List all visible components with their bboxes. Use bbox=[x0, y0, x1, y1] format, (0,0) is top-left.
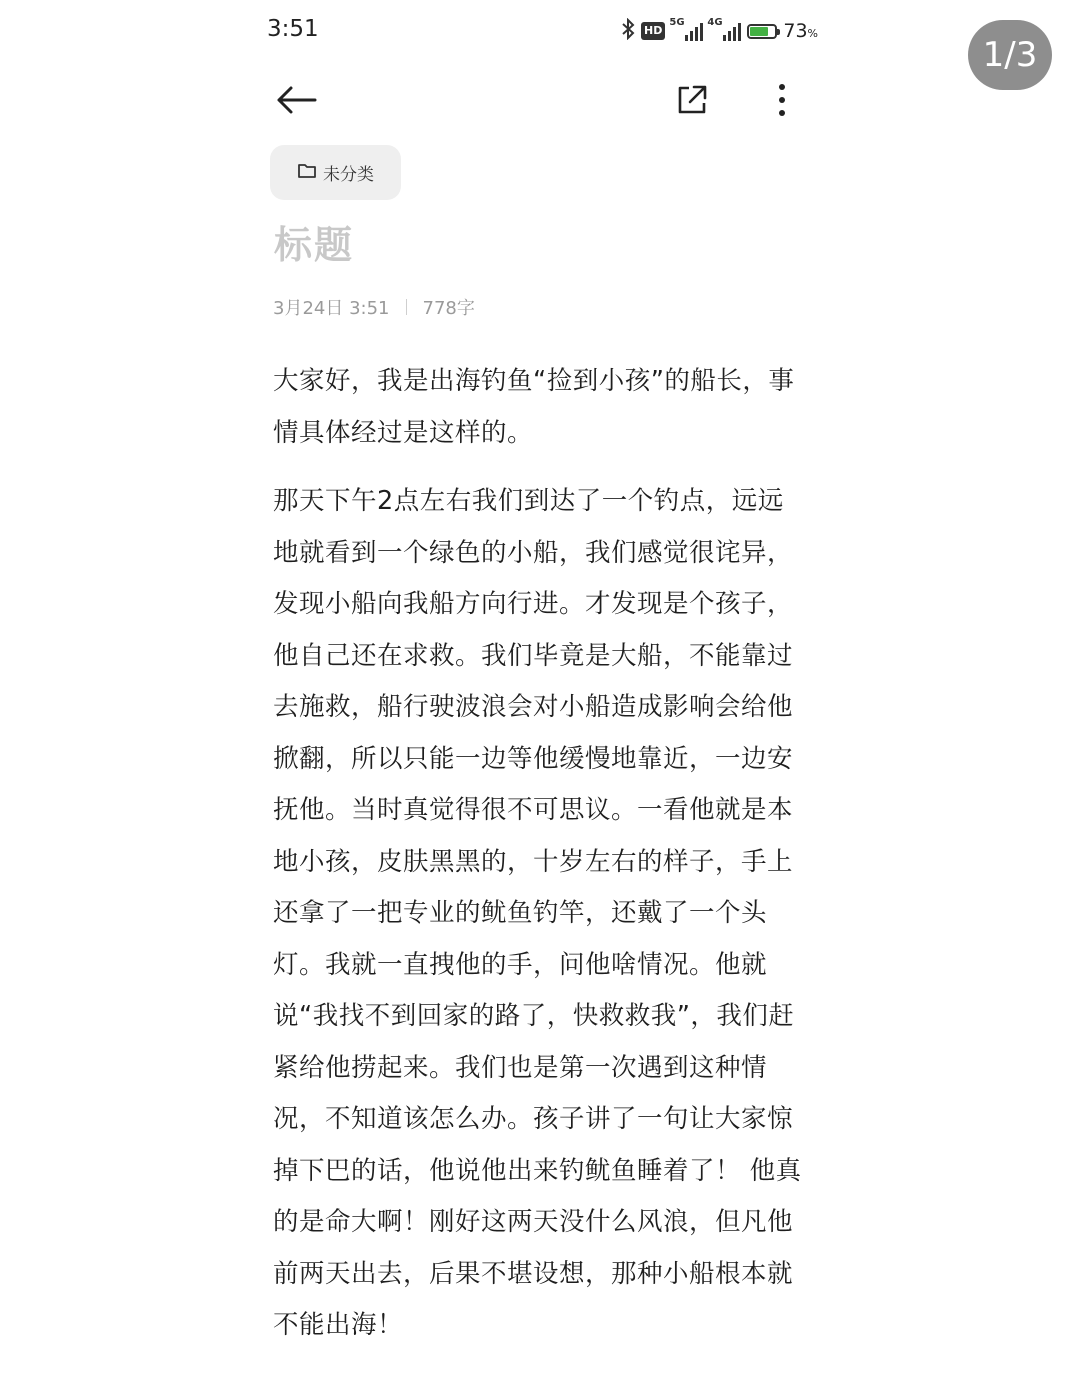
page-indicator: 1/3 bbox=[968, 20, 1052, 90]
note-meta bbox=[273, 294, 475, 320]
status-time: 3:51 bbox=[267, 16, 319, 42]
battery-percent: 73% bbox=[783, 20, 818, 42]
share-external-icon bbox=[675, 83, 709, 121]
note-body[interactable] bbox=[273, 356, 809, 1369]
network-4g-label: 4G bbox=[707, 17, 723, 28]
note-paragraph: 那天下午2点左右我们到达了一个钓点，远远地就看到一个绿色的小船，我们感觉很诧异，发现小船向我船方向行进。才发现是个孩子，他自己还在求救。我们毕竟是大船，不能靠过去施救，船行驶波浪会对小船造成影响会给他掀翻，所以只能一边等他缓慢地靠近，一边安抚他。当时真觉得很不可思议。一看他就是本地小孩，皮肤黑黑的，十岁左右的样子，手上还拿了一把专业的鱿鱼钓竿，还戴了一个头灯。我就一直拽他的手，问他啥情况。他就说“我找不到回家的路了，快救救我”，我们赶紧给他捞起来。我们也是第一次遇到这种情况，不知道该怎么办。孩子讲了一句让大家惊掉下巴的话，他说他出来钓鱿鱼睡着了！ 他真的是命大啊！刚好这两天没什么风浪，但凡他前两天出去，后果不堪设想，那种小船根本就不能出海！ bbox=[273, 486, 802, 1340]
meta-divider bbox=[406, 299, 407, 315]
note-date: 3月24日 3:51 bbox=[273, 298, 390, 319]
status-bar bbox=[252, 0, 828, 64]
note-toolbar bbox=[252, 70, 828, 132]
signal-4g-icon bbox=[707, 17, 741, 41]
back-button[interactable] bbox=[274, 80, 318, 124]
arrow-left-icon bbox=[275, 84, 317, 120]
note-paragraph: 大家好，我是出海钓鱼“捡到小孩”的船长，事情具体经过是这样的。 bbox=[273, 366, 795, 448]
folder-icon bbox=[297, 162, 317, 183]
hd-badge: HD bbox=[641, 22, 665, 40]
word-count: 778字 bbox=[422, 298, 475, 319]
battery-icon bbox=[747, 24, 777, 39]
more-button[interactable] bbox=[760, 80, 804, 124]
bluetooth-icon bbox=[621, 18, 635, 44]
category-chip[interactable] bbox=[270, 145, 401, 200]
more-vertical-icon bbox=[777, 83, 787, 121]
category-label: 未分类 bbox=[323, 165, 374, 185]
phone-screen bbox=[252, 0, 828, 1396]
share-button[interactable] bbox=[670, 80, 714, 124]
note-title-input[interactable]: 标题 bbox=[274, 223, 355, 267]
network-5g-label: 5G bbox=[669, 17, 685, 28]
status-icons bbox=[621, 18, 818, 44]
signal-5g-icon bbox=[669, 17, 703, 41]
